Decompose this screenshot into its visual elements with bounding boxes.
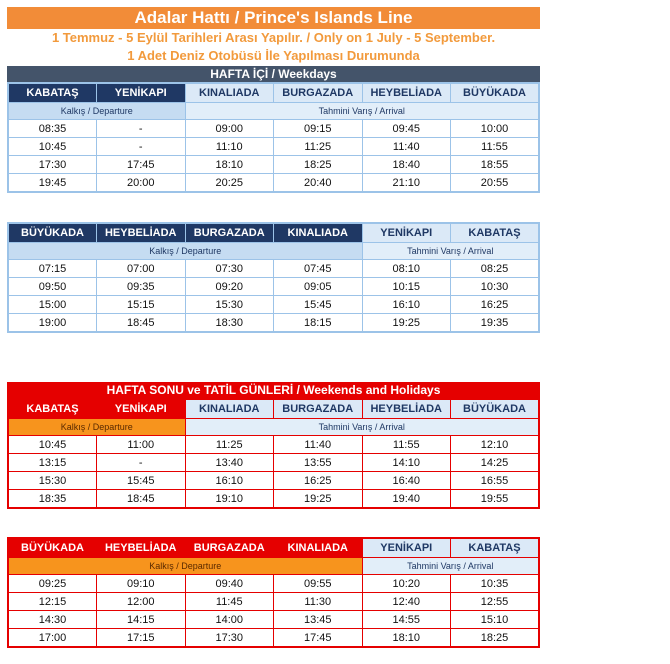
time-cell: 17:30 [185,629,274,648]
station-header: YENİKAPI [97,399,186,419]
station-header: BÜYÜKADA [451,83,540,103]
departure-label: Kalkış / Departure [8,243,362,260]
time-cell: 20:00 [97,174,186,193]
station-header: YENİKAPI [362,538,451,558]
subtitle-dates: 1 Temmuz - 5 Eylül Tarihleri Arası Yapılır. / Only on 1 July - 5 September. [51,30,496,45]
time-cell: 15:30 [185,296,274,314]
station-header: KINALIADA [274,538,363,558]
time-cell: 14:15 [97,611,186,629]
subtitle-note: 1 Adet Deniz Otobüsü İle Yapılması Durumunda [127,48,420,63]
station-header: HEYBELİADA [362,83,451,103]
time-cell: 16:55 [451,472,540,490]
time-cell: 18:55 [451,156,540,174]
station-header: KINALIADA [185,83,274,103]
station-header: YENİKAPI [97,83,186,103]
table-row [8,120,539,138]
time-cell: 18:15 [274,314,363,333]
time-cell: 10:30 [451,278,540,296]
weekday-outbound-table [7,82,540,193]
time-cell: 09:35 [97,278,186,296]
weekday-inbound-section [7,222,540,333]
time-cell: 16:10 [185,472,274,490]
time-cell: 09:10 [97,575,186,593]
time-cell: 08:25 [451,260,540,278]
weekend-section-header: HAFTA SONU ve TATİL GÜNLERİ / Weekends and Holidays [7,382,540,398]
time-cell: 14:00 [185,611,274,629]
time-cell: 10:15 [362,278,451,296]
time-cell: 19:45 [8,174,97,193]
arrival-label: Tahmini Varış / Arrival [185,103,539,120]
table-row [8,278,539,296]
station-header: KABATAŞ [8,399,97,419]
time-cell: 12:00 [97,593,186,611]
time-cell: 09:25 [8,575,97,593]
time-cell: 18:10 [362,629,451,648]
departure-label: Kalkış / Departure [8,558,362,575]
time-cell: 18:45 [97,314,186,333]
time-cell: 09:20 [185,278,274,296]
time-cell: 11:25 [274,138,363,156]
time-cell: 18:40 [362,156,451,174]
time-cell: 17:45 [97,156,186,174]
time-cell: 15:10 [451,611,540,629]
time-cell: 12:15 [8,593,97,611]
station-header: KABATAŞ [8,83,97,103]
arrival-label: Tahmini Varış / Arrival [362,243,539,260]
time-cell: 20:40 [274,174,363,193]
table-row [8,611,539,629]
time-cell: 10:20 [362,575,451,593]
time-cell: 16:25 [451,296,540,314]
time-cell: 13:55 [274,454,363,472]
table-row [8,138,539,156]
time-cell: 19:25 [362,314,451,333]
time-cell: 13:45 [274,611,363,629]
time-cell: 15:30 [8,472,97,490]
time-cell: 10:00 [451,120,540,138]
time-cell: 11:00 [97,436,186,454]
weekday-outbound-section [7,66,540,193]
time-cell: 19:40 [362,490,451,509]
time-cell: - [97,454,186,472]
station-header: BURGAZADA [274,399,363,419]
time-cell: 19:00 [8,314,97,333]
time-cell: 16:40 [362,472,451,490]
table-row [8,575,539,593]
time-cell: 12:10 [451,436,540,454]
time-cell: 19:55 [451,490,540,509]
station-header: BÜYÜKADA [451,399,540,419]
time-cell: 10:35 [451,575,540,593]
station-header: BURGAZADA [274,83,363,103]
time-cell: 11:40 [274,436,363,454]
time-cell: 14:10 [362,454,451,472]
time-cell: 09:55 [274,575,363,593]
time-cell: 11:10 [185,138,274,156]
time-cell: 13:40 [185,454,274,472]
time-cell: 17:30 [8,156,97,174]
station-header: BÜYÜKADA [8,223,97,243]
time-cell: 07:45 [274,260,363,278]
time-cell: 10:45 [8,138,97,156]
time-cell: 12:55 [451,593,540,611]
time-cell: - [97,120,186,138]
station-header: BURGAZADA [185,223,274,243]
page-title: Adalar Hattı / Prince's Islands Line [7,7,540,29]
station-header: YENİKAPI [362,223,451,243]
time-cell: 14:55 [362,611,451,629]
time-cell: 17:15 [97,629,186,648]
arrival-label: Tahmini Varış / Arrival [185,419,539,436]
time-cell: 16:10 [362,296,451,314]
table-row [8,174,539,193]
time-cell: 11:55 [451,138,540,156]
time-cell: 18:25 [451,629,540,648]
time-cell: 17:45 [274,629,363,648]
time-cell: 08:35 [8,120,97,138]
station-header: BÜYÜKADA [8,538,97,558]
time-cell: 11:30 [274,593,363,611]
station-header: KINALIADA [185,399,274,419]
station-header: KABATAŞ [451,223,540,243]
time-cell: 18:45 [97,490,186,509]
station-header: BURGAZADA [185,538,274,558]
table-row [8,260,539,278]
time-cell: - [97,138,186,156]
time-cell: 14:30 [8,611,97,629]
time-cell: 20:25 [185,174,274,193]
time-cell: 07:00 [97,260,186,278]
time-cell: 09:05 [274,278,363,296]
weekday-section-header: HAFTA İÇİ / Weekdays [7,66,540,82]
time-cell: 15:15 [97,296,186,314]
time-cell: 15:00 [8,296,97,314]
time-cell: 13:15 [8,454,97,472]
time-cell: 16:25 [274,472,363,490]
time-cell: 15:45 [274,296,363,314]
weekend-outbound-section [7,382,540,509]
station-header: HEYBELİADA [362,399,451,419]
time-cell: 18:10 [185,156,274,174]
time-cell: 09:00 [185,120,274,138]
time-cell: 19:10 [185,490,274,509]
departure-label: Kalkış / Departure [8,419,185,436]
time-cell: 09:45 [362,120,451,138]
time-cell: 21:10 [362,174,451,193]
weekend-outbound-table [7,398,540,509]
weekend-inbound-table [7,537,540,648]
time-cell: 07:30 [185,260,274,278]
station-header: KABATAŞ [451,538,540,558]
time-cell: 08:10 [362,260,451,278]
time-cell: 20:55 [451,174,540,193]
arrival-label: Tahmini Varış / Arrival [362,558,539,575]
time-cell: 18:25 [274,156,363,174]
time-cell: 11:45 [185,593,274,611]
time-cell: 14:25 [451,454,540,472]
table-row [8,593,539,611]
time-cell: 11:40 [362,138,451,156]
departure-label: Kalkış / Departure [8,103,185,120]
station-header: KINALIADA [274,223,363,243]
table-row [8,296,539,314]
time-cell: 09:15 [274,120,363,138]
time-cell: 12:40 [362,593,451,611]
table-row [8,629,539,648]
time-cell: 15:45 [97,472,186,490]
weekend-inbound-section [7,537,540,648]
table-row [8,314,539,333]
time-cell: 09:50 [8,278,97,296]
time-cell: 19:35 [451,314,540,333]
table-row [8,436,539,454]
station-header: HEYBELİADA [97,538,186,558]
time-cell: 10:45 [8,436,97,454]
time-cell: 19:25 [274,490,363,509]
table-row [8,472,539,490]
weekday-inbound-table [7,222,540,333]
table-row [8,490,539,509]
time-cell: 09:40 [185,575,274,593]
time-cell: 17:00 [8,629,97,648]
time-cell: 11:55 [362,436,451,454]
time-cell: 18:35 [8,490,97,509]
table-row [8,454,539,472]
time-cell: 11:25 [185,436,274,454]
time-cell: 07:15 [8,260,97,278]
station-header: HEYBELİADA [97,223,186,243]
time-cell: 18:30 [185,314,274,333]
table-row [8,156,539,174]
